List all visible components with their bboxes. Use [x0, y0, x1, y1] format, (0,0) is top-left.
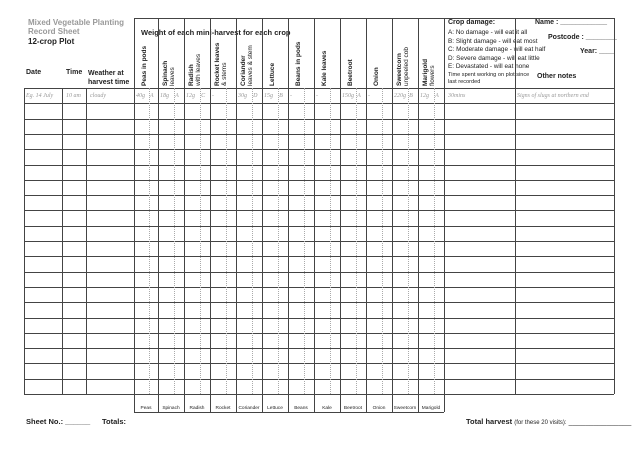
- grid-vline: [262, 18, 263, 412]
- crop-header-line2: with leaves: [195, 53, 202, 86]
- grid-hline: [24, 287, 614, 288]
- grid-vline: [614, 18, 615, 394]
- damage-key-item: E: Devastated - will eat none: [448, 63, 530, 71]
- crop-header-rocket-leaves: [214, 40, 232, 86]
- example-time-spent: 30mins: [448, 93, 466, 99]
- grid-dotted-separator: [174, 88, 175, 394]
- grid-hline: [24, 379, 614, 380]
- example-weight: -: [212, 93, 214, 99]
- grid-hline: [24, 241, 614, 242]
- damage-key-title: Crop damage:: [448, 19, 496, 26]
- crop-header-line1: Lettuce: [269, 62, 276, 86]
- col-header-weather: Weather at harvest time: [88, 70, 130, 86]
- crop-header-line1: Peas in pods: [141, 45, 148, 86]
- grid-vline: [210, 18, 211, 412]
- example-weight: 150g: [342, 93, 354, 99]
- title-line2: Record Sheet: [28, 27, 80, 36]
- grid-hline: [24, 149, 614, 150]
- crop-header-lettuce: [266, 40, 284, 86]
- grid-dotted-separator: [382, 88, 383, 394]
- grid-hline: [444, 18, 614, 19]
- example-weight: -: [316, 93, 318, 99]
- grid-dotted-separator: [434, 88, 435, 394]
- crop-footer-label: Peas: [140, 406, 152, 411]
- main-header: Weight of each mini-harvest for each crop: [141, 28, 291, 37]
- damage-key-item: A: No damage - will eat it all: [448, 29, 528, 36]
- grid-vline: [314, 18, 315, 412]
- example-weight: 12g: [186, 93, 195, 99]
- crop-header-line1: Kale leaves: [321, 50, 328, 86]
- grid-hline: [24, 318, 614, 319]
- crop-header-beetroot: [344, 40, 362, 86]
- example-damage: D: [253, 93, 258, 99]
- grid-dotted-separator: [252, 88, 253, 394]
- grid-hline: [24, 88, 614, 89]
- total-harvest-note: (for these 20 visits):: [514, 420, 567, 426]
- grid-vline: [134, 18, 135, 412]
- crop-header-line1: Marigold: [422, 58, 429, 86]
- col-header-time-spent: Time spent working on plot since last recorded: [448, 72, 530, 85]
- grid-hline: [24, 210, 614, 211]
- crop-header-peas-in-pods: [138, 40, 156, 86]
- col-header-other-notes: Other notes: [537, 73, 577, 80]
- grid-hline: [134, 412, 444, 413]
- example-weight: 12g: [420, 93, 429, 99]
- crop-header-line1: Spinach: [162, 60, 169, 86]
- grid-vline: [62, 88, 63, 394]
- crop-header-line1: Radish: [188, 64, 195, 86]
- crop-header-line1: Sweetcorn: [396, 53, 403, 86]
- grid-hline: [24, 165, 614, 166]
- crop-footer-label: Sweetcorn: [393, 406, 417, 411]
- grid-vline: [515, 18, 516, 394]
- sheet-no-field: Sheet No.: ______: [26, 417, 91, 426]
- grid-hline: [24, 302, 614, 303]
- title-line3: 12-crop Plot: [28, 37, 75, 46]
- crop-footer-label: Marigold: [421, 406, 441, 411]
- example-weight: -: [290, 93, 292, 99]
- grid-vline: [392, 18, 393, 412]
- crop-header-sweetcorn: [396, 40, 414, 86]
- example-damage: B: [409, 93, 413, 99]
- crop-header-line2: & stems: [221, 62, 228, 86]
- name-field: Name : ____________: [535, 19, 608, 26]
- crop-header-line2: flowers: [429, 65, 436, 86]
- damage-key-item: B: Slight damage - will eat most: [448, 37, 538, 45]
- grid-dotted-separator: [330, 88, 331, 394]
- crop-header-line1: Coriander: [240, 55, 247, 86]
- total-harvest-label: Total harvest: [466, 417, 513, 426]
- grid-dotted-separator: [149, 88, 150, 394]
- example-damage: A: [435, 93, 439, 99]
- crop-footer-label: Radish: [189, 406, 205, 411]
- grid-dotted-separator: [200, 88, 201, 394]
- example-weight: 15g: [264, 93, 273, 99]
- grid-hline: [24, 226, 614, 227]
- grid-dotted-separator: [408, 88, 409, 394]
- crop-header-line1: Beans in pods: [295, 41, 302, 86]
- grid-hline: [24, 256, 614, 257]
- crop-footer-label: Kale: [322, 406, 332, 411]
- crop-header-spinach: [162, 40, 180, 86]
- crop-footer-label: Spinach: [162, 406, 180, 411]
- crop-header-coriander: [240, 40, 258, 86]
- total-harvest-blank: _______________: [568, 417, 632, 426]
- totals-label: Totals:: [102, 417, 127, 426]
- example-time: 10 am: [66, 93, 81, 99]
- col-header-date: Date: [26, 69, 42, 76]
- grid-vline: [288, 18, 289, 412]
- grid-vline: [236, 18, 237, 412]
- grid-vline: [86, 88, 87, 394]
- grid-hline: [24, 394, 614, 395]
- crop-header-kale-leaves: [318, 40, 336, 86]
- crop-footer-label: Beetroot: [343, 406, 363, 411]
- example-weather: cloudy: [90, 93, 106, 99]
- grid-dotted-separator: [356, 88, 357, 394]
- example-weight: -: [368, 93, 370, 99]
- crop-header-line1: Onion: [373, 67, 380, 86]
- example-weight: 40g: [136, 93, 145, 99]
- crop-footer-label: Rocket: [215, 406, 231, 411]
- example-damage: C: [201, 93, 206, 99]
- example-weight: 30g: [238, 93, 247, 99]
- total-harvest-field: [466, 417, 631, 426]
- example-damage: A: [357, 93, 361, 99]
- crop-footer-label: Lettuce: [267, 406, 283, 411]
- grid-hline: [134, 18, 444, 19]
- grid-hline: [24, 363, 614, 364]
- grid-vline: [184, 18, 185, 412]
- crop-header-line2: leaves: [169, 67, 176, 86]
- example-weight: 18g: [160, 93, 169, 99]
- crop-footer-label: Onion: [372, 406, 386, 411]
- grid-dotted-separator: [226, 88, 227, 394]
- grid-vline: [340, 18, 341, 412]
- crop-header-marigold: [422, 40, 440, 86]
- crop-header-radish: [188, 40, 206, 86]
- grid-vline: [366, 18, 367, 412]
- crop-header-line1: Beetroot: [347, 59, 354, 86]
- grid-vline: [444, 18, 445, 412]
- example-damage: B: [279, 93, 283, 99]
- grid-hline: [24, 180, 614, 181]
- example-damage: A: [149, 93, 154, 99]
- grid-vline: [418, 18, 419, 412]
- grid-dotted-separator: [304, 88, 305, 394]
- grid-vline: [158, 18, 159, 412]
- grid-hline: [24, 119, 614, 120]
- example-notes: Signs of slugs at northern end: [517, 93, 589, 99]
- grid-vline: [24, 88, 25, 394]
- damage-key-list: [448, 29, 545, 72]
- grid-hline: [24, 103, 614, 104]
- title-line1: Mixed Vegetable Planting: [28, 18, 125, 27]
- damage-key-item: C: Moderate damage - will eat half: [448, 46, 546, 54]
- grid-hline: [24, 195, 614, 196]
- grid-hline: [24, 272, 614, 273]
- crop-header-line2: leaves & stem: [247, 45, 254, 86]
- col-header-time: Time: [66, 69, 83, 76]
- crop-footer-label: Beans: [294, 406, 308, 411]
- grid-dotted-separator: [278, 88, 279, 394]
- crop-footer-label: Coriander: [238, 406, 260, 411]
- postcode-field: Postcode : ________: [548, 34, 617, 41]
- grid-hline: [24, 333, 614, 334]
- grid-hline: [24, 134, 614, 135]
- example-date: Eg. 14 July: [26, 93, 54, 99]
- damage-key-item: D: Severe damage - will eat little: [448, 54, 540, 62]
- grid-hline: [24, 348, 614, 349]
- crop-header-beans-in-pods: [292, 40, 310, 86]
- year-field: Year: ____: [580, 48, 615, 55]
- crop-header-line1: Rocket leaves: [214, 42, 221, 86]
- crop-header-onion: [370, 40, 388, 86]
- crop-header-line2: unpeeled cob: [403, 46, 410, 86]
- example-weight: 220g: [394, 93, 406, 99]
- example-damage: A: [175, 93, 179, 99]
